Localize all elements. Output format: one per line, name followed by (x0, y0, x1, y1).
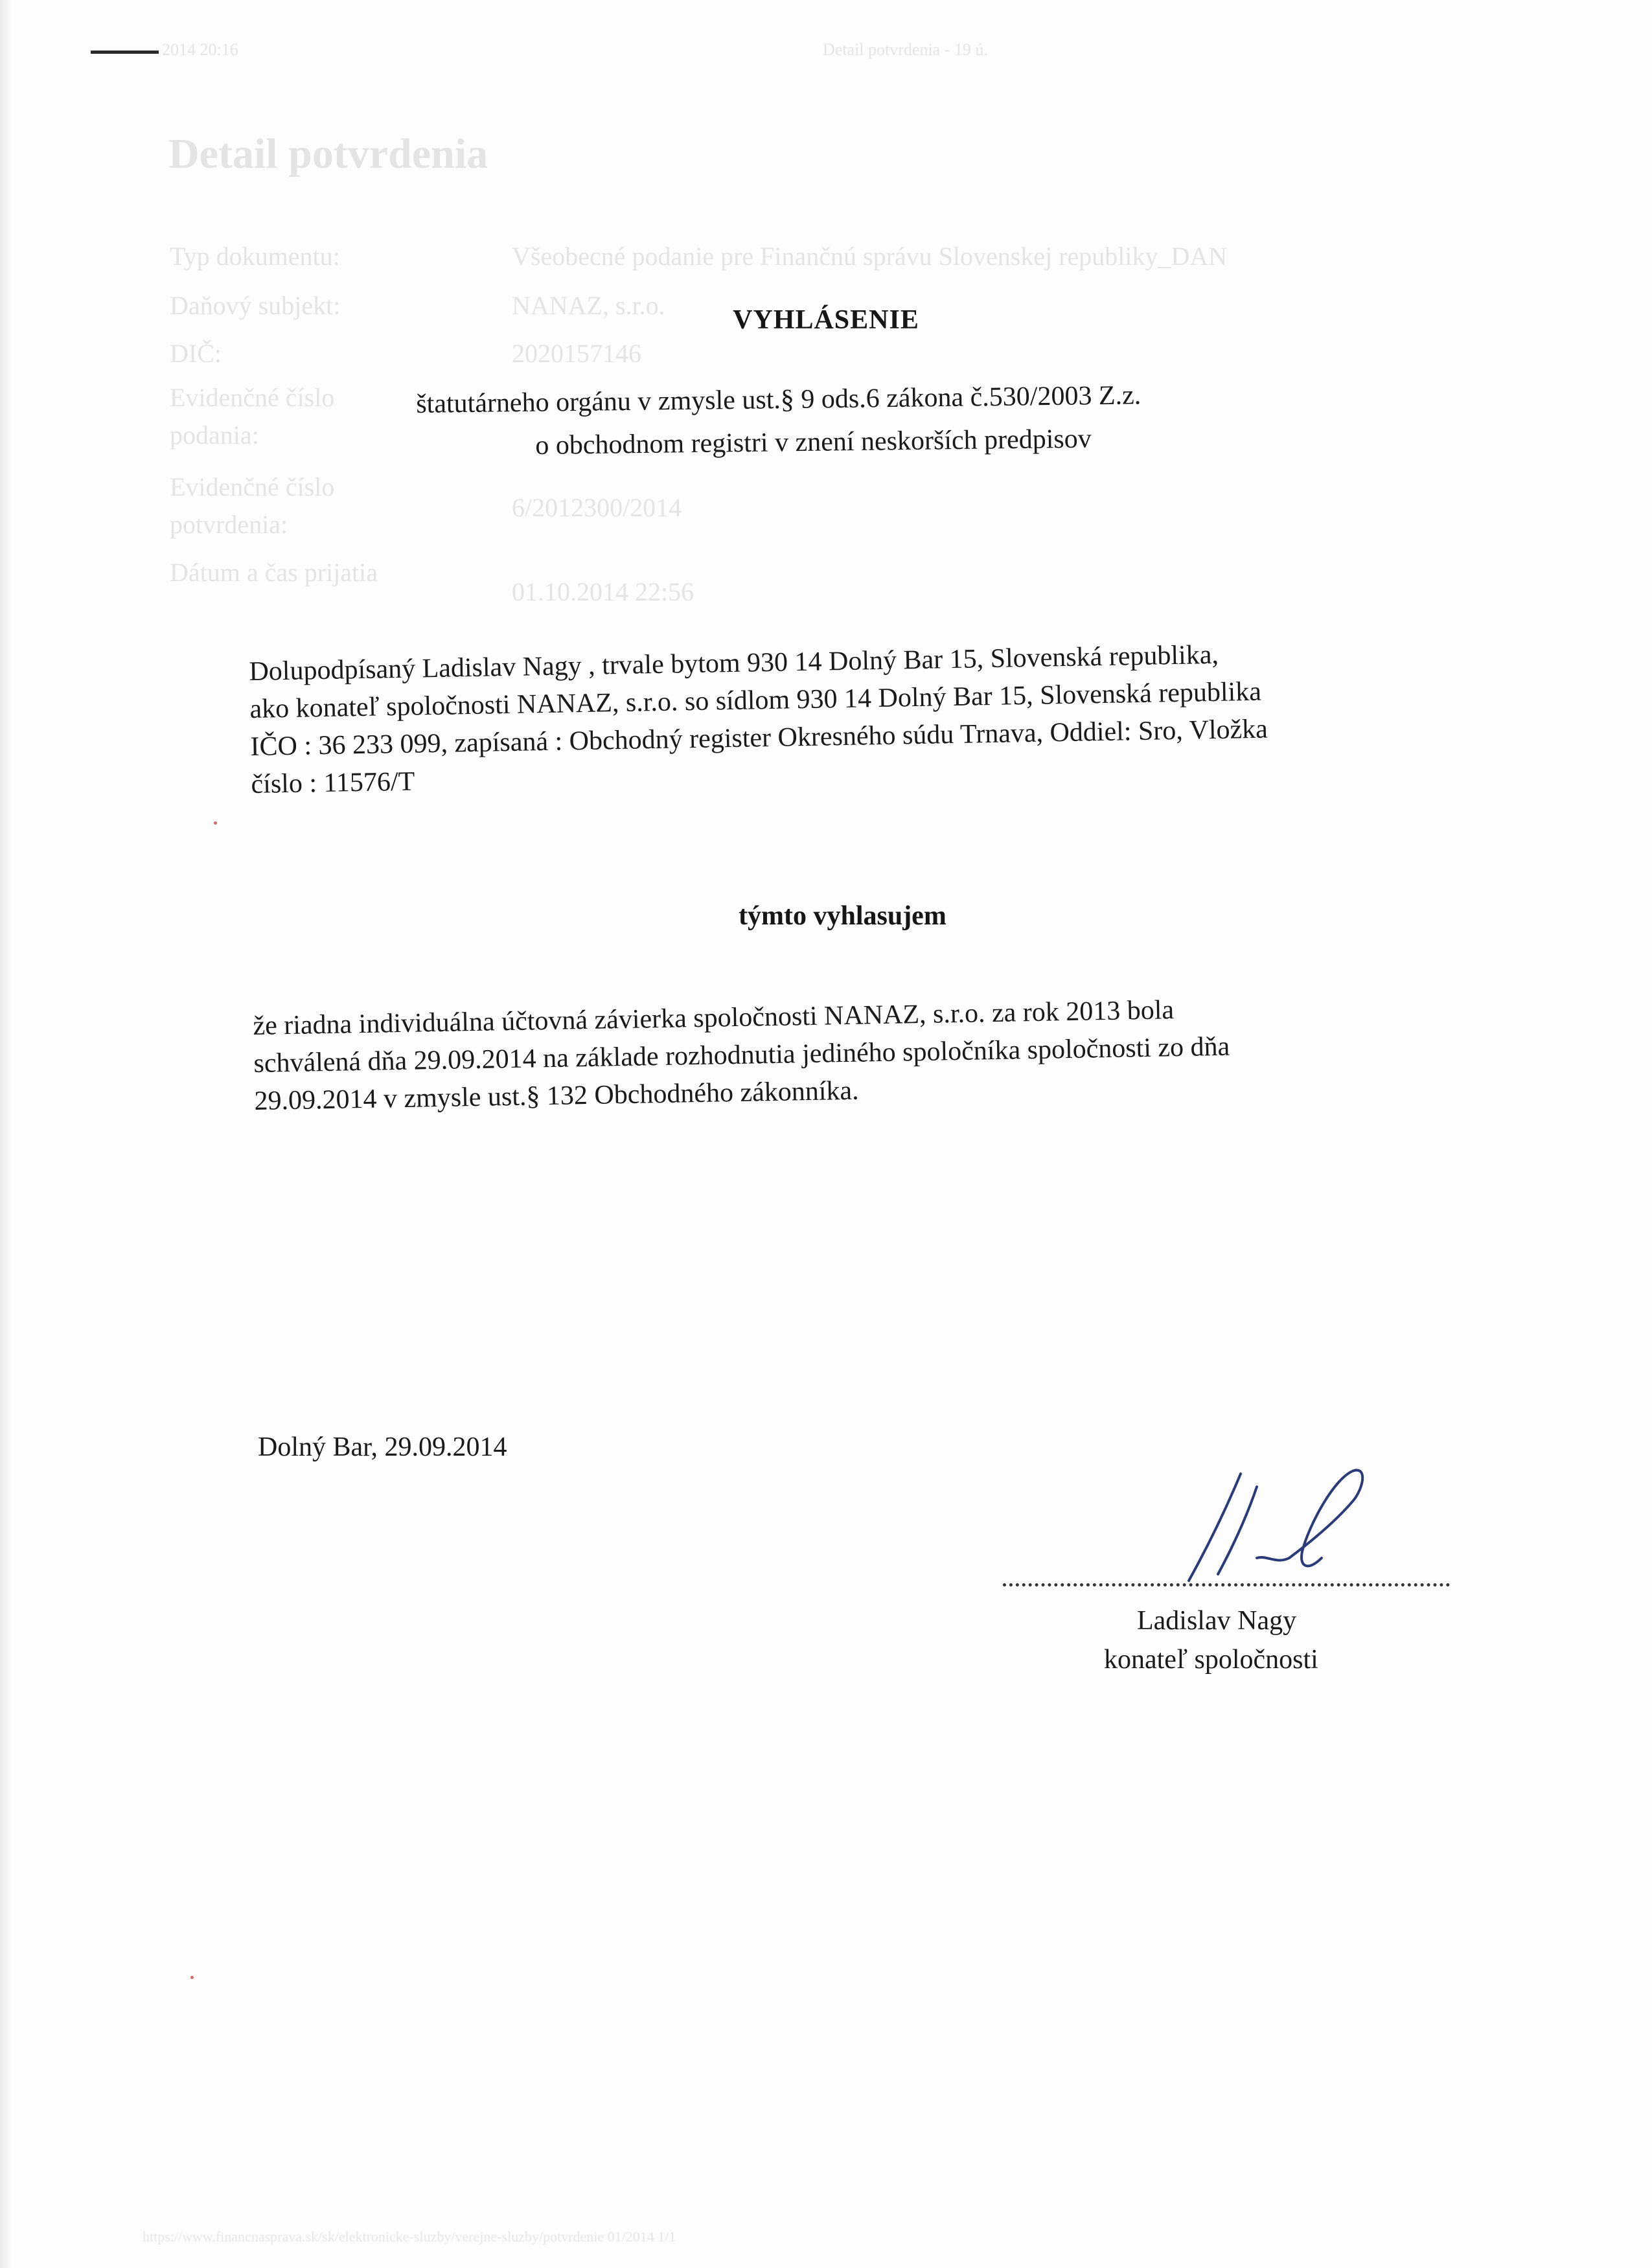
statement-line: že riadna individuálna účtovná závierka spoločnosti NANAZ, s.r.o. za rok 2013 bola (253, 995, 1175, 1041)
intro-line: ako konateľ spoločnosti NANAZ, s.r.o. so sídlom 930 14 Dolný Bar 15, Slovenská republika (249, 676, 1262, 724)
show-through-top-right: Detail potvrdenia - 19 ú. (823, 40, 988, 59)
place-and-date: Dolný Bar, 29.09.2014 (258, 1432, 507, 1462)
show-through-footer: https://www.financnasprava.sk/sk/elektronicke-sluzby/verejne-sluzby/potvrdenie 01/2014 1/1 (143, 2228, 676, 2245)
scan-speck (214, 821, 217, 825)
intro-line: IČO : 36 233 099, zapísaná : Obchodný register Okresného súdu Trnava, Oddiel: Sro, Vložka (250, 714, 1268, 762)
document-title: VYHLÁSENIE (733, 305, 919, 335)
show-through-heading: Detail potvrdenia (168, 130, 488, 178)
declaration-heading: týmto vyhlasujem (739, 901, 946, 931)
show-through-value: NANAZ, s.r.o. (512, 291, 665, 320)
show-through-label: podania: (170, 420, 259, 450)
show-through-value: 6/2012300/2014 (512, 493, 682, 522)
signature-line (1003, 1583, 1450, 1586)
show-through-value: Všeobecné podanie pre Finančnú správu Slovenskej republiky_DAN (512, 242, 1228, 271)
intro-paragraph (249, 636, 1268, 803)
signatory-role: konateľ spoločnosti (1104, 1645, 1318, 1675)
show-through-label: Dátum a čas prijatia (170, 558, 378, 587)
show-through-label: Evidenčné číslo (170, 472, 335, 501)
show-through-value: 01.10.2014 22:56 (512, 577, 694, 606)
statement-line: 29.09.2014 v zmysle ust.§ 132 Obchodného zákonníka. (254, 1075, 859, 1116)
show-through-label: Evidenčné číslo (170, 383, 335, 412)
top-dash-mark (91, 51, 159, 54)
show-through-label: potvrdenia: (170, 510, 288, 539)
statement-line: schválená dňa 29.09.2014 na základe rozhodnutia jediného spoločníka spoločnosti zo dňa (253, 1031, 1230, 1079)
page-edge-shadow (0, 0, 12, 2268)
statement-paragraph (253, 991, 1231, 1120)
intro-line: Dolupodpísaný Ladislav Nagy , trvale bytom 930 14 Dolný Bar 15, Slovenská republika, (249, 639, 1219, 687)
show-through-label: Daňový subjekt: (170, 291, 341, 320)
show-through-value: 2020157146 (512, 339, 641, 368)
subtitle-line-1: štatutárneho orgánu v zmysle ust.§ 9 ods.6 zákona č.530/2003 Z.z. (416, 380, 1141, 419)
subtitle-line-2: o obchodnom registri v znení neskorších predpisov (535, 424, 1092, 461)
show-through-label: Typ dokumentu: (170, 242, 340, 271)
intro-line: číslo : 11576/T (251, 766, 415, 799)
scan-speck (190, 1976, 194, 1979)
show-through-top-left: 2014 20:16 (162, 40, 238, 59)
handwritten-signature (1179, 1461, 1399, 1590)
show-through-label: DIČ: (170, 339, 222, 368)
signatory-name: Ladislav Nagy (1137, 1606, 1297, 1636)
